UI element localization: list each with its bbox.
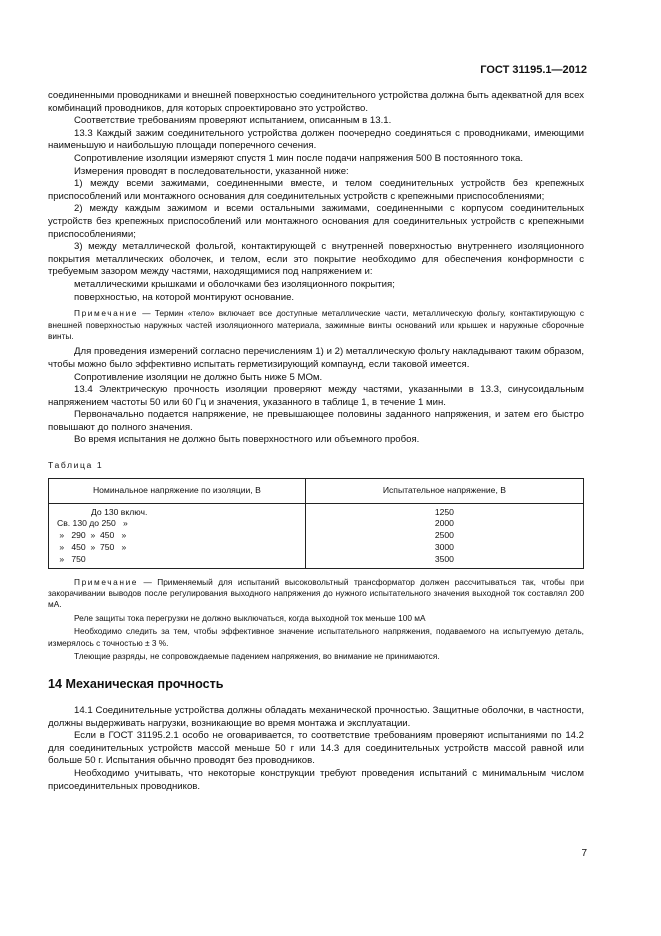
list-item: 2) между каждым зажимом и всеми остальными зажимами, соединенными с корпусом соединительных устройств без крепежных приспособлений или монтажного основания для соединительных устройств с крепежными приспособлениями; xyxy=(48,203,584,240)
note-line: Реле защиты тока перегрузки не должно выключаться, когда выходной ток меньше 100 мА xyxy=(74,612,426,623)
paragraph: Соответствие требованиям проверяют испытанием, описанным в 13.1. xyxy=(74,115,392,127)
list-item: 1) между всеми зажимами, соединенными вместе, и телом соединительных устройств без крепежных приспособлений или монтажного основания для соединительных устройств с крепежными приспособлениями; xyxy=(48,178,584,202)
table-line: 1250 xyxy=(434,506,454,517)
table-row xyxy=(49,503,584,568)
section-title: 14 Механическая прочность xyxy=(48,677,224,692)
paragraph: поверхностью, на которой монтируют основание. xyxy=(74,291,295,303)
note-label: Примечание xyxy=(74,308,139,319)
paragraph: Сопротивление изоляции не должно быть ниже 5 МОм. xyxy=(74,371,323,383)
table-line: » 450 » 750 » xyxy=(57,542,127,553)
list-item: 3) между металлической фольгой, контактирующей с внутренней поверхностью внутреннего изоляционного покрытия металлических оболочек, и телом, если это покрытие необходимо для обеспечения конформности с требуемым зазором между частями, находящимися под напряжением и: xyxy=(48,241,584,278)
voltage-table xyxy=(48,478,584,569)
note-2 xyxy=(48,577,584,611)
table-line: 3500 xyxy=(434,553,454,564)
table-line: 2000 xyxy=(434,518,454,529)
table-line: » 750 xyxy=(57,553,86,564)
paragraph: 13.4 Электрическую прочность изоляции проверяют между частями, указанными в 13.3, синусоидальным напряжением частоты 50 или 60 Гц и значения, указанного в таблице 1, в течение 1 мин. xyxy=(48,384,584,408)
note-label: Примечание xyxy=(74,576,139,587)
document-header: ГОСТ 31195.1—2012 xyxy=(480,64,587,76)
note-text: — Применяемый для испытаний высоковольтный трансформатор должен рассчитываться так, чтобы при закорачивании выводов после регулирования выходного напряжения до нужного испытательного значения выходной ток составлял 200 мА. xyxy=(48,576,584,610)
page-number: 7 xyxy=(581,848,587,859)
paragraph: соединенными проводниками и внешней поверхностью соединительного устройства должна быть адекватной для всех комбинаций проводников, для которых спроектировано это устройство. xyxy=(48,90,584,114)
table-header: Номинальное напряжение по изоляции, В xyxy=(49,478,306,503)
note-text: — Термин «тело» включает все доступные металлические части, металлическую фольгу, контактирующую с внешней поверхностью наружных частей изоляционного материала, зажимные винты оснований или крышек и наружные сборочные винты. xyxy=(48,308,584,341)
paragraph: металлическими крышками и оболочками без изоляционного покрытия; xyxy=(74,278,395,290)
note-1 xyxy=(48,308,584,342)
table-cell-test xyxy=(305,503,583,568)
table-line: » 290 » 450 » xyxy=(57,530,127,541)
paragraph: Во время испытания не должно быть поверхностного или объемного пробоя. xyxy=(74,434,420,446)
paragraph: Измерения проводят в последовательности, указанной ниже: xyxy=(74,165,349,177)
paragraph: Для проведения измерений согласно перечислениям 1) и 2) металлическую фольгу накладывают таким образом, чтобы можно было эффективно испытать герметизирующий компаунд, если таковой имеется. xyxy=(48,346,584,370)
table-caption: Таблица 1 xyxy=(48,460,104,471)
paragraph: Необходимо учитывать, что некоторые конструкции требуют проведения испытаний с минимальным числом присоединительных проводников. xyxy=(48,768,584,792)
table-header: Испытательное напряжение, В xyxy=(305,478,583,503)
table-cell-nominal xyxy=(49,503,306,568)
table-line: До 130 включ. xyxy=(91,506,148,517)
paragraph: Сопротивление изоляции измеряют спустя 1 мин после подачи напряжения 500 В постоянного тока. xyxy=(74,152,524,164)
table-line: Св. 130 до 250 » xyxy=(57,518,128,529)
note-line: Необходимо следить за тем, чтобы эффективное значение испытательного напряжения, подаваемого на испытуемую деталь, измерялось с точностью ± 3 %. xyxy=(48,626,584,648)
paragraph: Первоначально подается напряжение, не превышающее половины заданного напряжения, и затем его быстро повышают до полного значения. xyxy=(48,409,584,433)
note-line: Тлеющие разряды, не сопровождаемые падением напряжения, во внимание не принимаются. xyxy=(74,651,440,662)
table-line: 3000 xyxy=(434,542,454,553)
paragraph: Если в ГОСТ 31195.2.1 особо не оговаривается, то соответствие требованиям проверяют испытаниями по 14.2 для соединительных устройств массой меньше 50 г или 14.3 для соединительных устройств массой равной или больше 50 г. Испытания обычно проводят без проводников. xyxy=(48,730,584,767)
paragraph: 13.3 Каждый зажим соединительного устройства должен поочередно соединяться с проводниками, имеющими наименьшую и наибольшую площади поперечного сечения. xyxy=(48,127,584,152)
table-line: 2500 xyxy=(434,530,454,541)
page-content xyxy=(48,90,584,793)
paragraph: 14.1 Соединительные устройства должны обладать механической прочностью. Защитные оболочки, в частности, должны выдерживать нагрузки, возникающие во время монтажа и эксплуатации. xyxy=(48,705,584,729)
